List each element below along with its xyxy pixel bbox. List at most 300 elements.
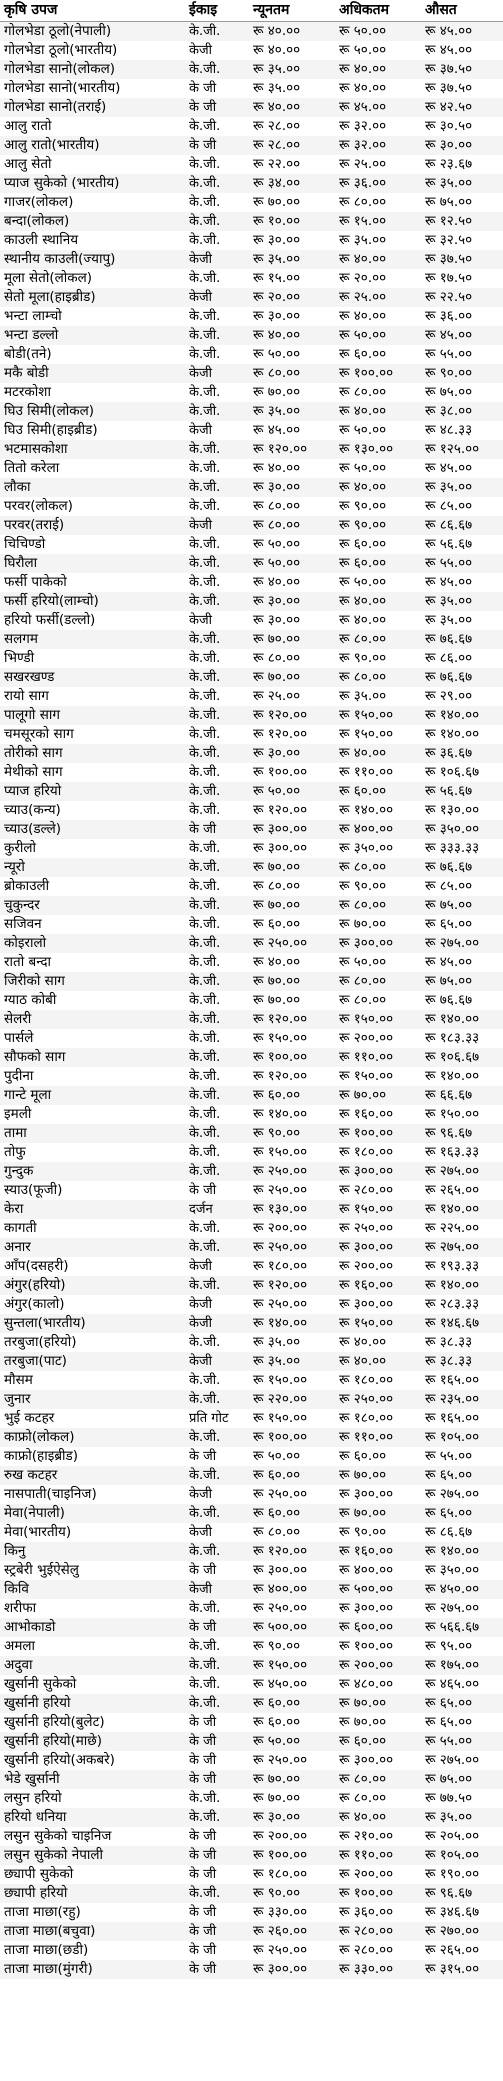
unit-cell: केजी: [185, 1523, 249, 1542]
unit-cell: के जी: [185, 1713, 249, 1732]
unit-cell: केजी: [185, 421, 249, 440]
average-cell: रू ६५.००: [421, 1713, 503, 1732]
unit-cell: के.जी.: [185, 915, 249, 934]
minimum-cell: रू १५.००: [249, 269, 335, 288]
header-row: [0, 0, 503, 22]
average-cell: रू १९३.३३: [421, 1257, 503, 1276]
minimum-cell: रू ६०.००: [249, 915, 335, 934]
unit-cell: के जी: [185, 1865, 249, 1884]
average-cell: रू ४५.००: [421, 953, 503, 972]
commodity-cell: लसुन सुकेको नेपाली: [0, 1846, 185, 1865]
unit-cell: केजी: [185, 288, 249, 307]
commodity-cell: न्यूरो: [0, 858, 185, 877]
average-cell: रू २७५.००: [421, 1599, 503, 1618]
minimum-cell: रू २००.००: [249, 1219, 335, 1238]
unit-cell: केजी: [185, 1257, 249, 1276]
table-row: [0, 155, 503, 174]
unit-cell: केजी: [185, 1352, 249, 1371]
unit-cell: के.जी.: [185, 60, 249, 79]
table-row: [0, 1124, 503, 1143]
commodity-cell: सुन्तला(भारतीय): [0, 1314, 185, 1333]
average-cell: रू ५५.००: [421, 1447, 503, 1466]
unit-cell: के.जी.: [185, 307, 249, 326]
minimum-cell: रू २०.००: [249, 288, 335, 307]
price-table-body: [0, 22, 503, 1980]
commodity-cell: स्थानीय काउली(ज्यापु): [0, 250, 185, 269]
average-cell: रू १०५.००: [421, 1428, 503, 1447]
commodity-cell: गान्टे मूला: [0, 1086, 185, 1105]
minimum-cell: रू ४०.००: [249, 326, 335, 345]
average-cell: रू ४२.५०: [421, 98, 503, 117]
table-row: [0, 953, 503, 972]
average-cell: रू ३७.५०: [421, 60, 503, 79]
average-cell: रू ३८.३३: [421, 1352, 503, 1371]
table-row: [0, 1504, 503, 1523]
commodity-cell: तोफु: [0, 1143, 185, 1162]
table-row: [0, 1295, 503, 1314]
unit-cell: के.जी.: [185, 1371, 249, 1390]
maximum-cell: रू ८०.००: [335, 991, 421, 1010]
maximum-cell: रू २८०.००: [335, 1941, 421, 1960]
commodity-cell: मेथीको साग: [0, 763, 185, 782]
maximum-cell: रू ३००.००: [335, 1238, 421, 1257]
unit-cell: के.जी.: [185, 649, 249, 668]
table-row: [0, 1618, 503, 1637]
commodity-cell: घिरौला: [0, 554, 185, 573]
average-cell: रू २०५.००: [421, 1827, 503, 1846]
average-cell: रू ६५.००: [421, 1694, 503, 1713]
table-row: [0, 60, 503, 79]
header-average: औसत: [421, 0, 503, 22]
unit-cell: के.जी.: [185, 117, 249, 136]
average-cell: रू १९०.००: [421, 1865, 503, 1884]
maximum-cell: रू ६०.००: [335, 1732, 421, 1751]
maximum-cell: रू २००.००: [335, 1257, 421, 1276]
maximum-cell: रू २०.००: [335, 269, 421, 288]
maximum-cell: रू ३५.००: [335, 231, 421, 250]
average-cell: रू ९६.६७: [421, 1884, 503, 1903]
commodity-cell: मेवा(नेपाली): [0, 1504, 185, 1523]
minimum-cell: रू ९०.००: [249, 1884, 335, 1903]
minimum-cell: रू २००.००: [249, 1827, 335, 1846]
table-row: [0, 1428, 503, 1447]
average-cell: रू ८५.००: [421, 877, 503, 896]
table-row: [0, 345, 503, 364]
table-row: [0, 1865, 503, 1884]
minimum-cell: रू २५०.००: [249, 1751, 335, 1770]
commodity-cell: च्याउ(डल्ले): [0, 820, 185, 839]
table-row: [0, 782, 503, 801]
maximum-cell: रू ८०.००: [335, 668, 421, 687]
unit-cell: के.जी.: [185, 1542, 249, 1561]
average-cell: रू ३५.००: [421, 611, 503, 630]
minimum-cell: रू ४५०.००: [249, 1675, 335, 1694]
average-cell: रू ७६.६७: [421, 858, 503, 877]
commodity-cell: अंगुर(कालो): [0, 1295, 185, 1314]
minimum-cell: रू १२०.००: [249, 1010, 335, 1029]
commodity-cell: काफ्रो(लोकल): [0, 1428, 185, 1447]
maximum-cell: रू ८०.००: [335, 383, 421, 402]
maximum-cell: रू ६०.००: [335, 535, 421, 554]
unit-cell: के.जी.: [185, 326, 249, 345]
maximum-cell: रू ८०.००: [335, 896, 421, 915]
table-row: [0, 991, 503, 1010]
commodity-cell: ताजा माछा(बचुवा): [0, 1922, 185, 1941]
maximum-cell: रू ११०.००: [335, 1048, 421, 1067]
average-cell: रू ५५.००: [421, 1732, 503, 1751]
minimum-cell: रू ७०.००: [249, 668, 335, 687]
maximum-cell: रू १५०.००: [335, 1010, 421, 1029]
table-row: [0, 516, 503, 535]
unit-cell: के.जी.: [185, 383, 249, 402]
maximum-cell: रू ८०.००: [335, 630, 421, 649]
average-cell: रू ५६६.६७: [421, 1618, 503, 1637]
maximum-cell: रू १८०.००: [335, 1143, 421, 1162]
table-row: [0, 611, 503, 630]
unit-cell: के.जी.: [185, 174, 249, 193]
minimum-cell: रू १५०.००: [249, 1409, 335, 1428]
table-row: [0, 1314, 503, 1333]
table-row: [0, 630, 503, 649]
minimum-cell: रू १००.००: [249, 1048, 335, 1067]
maximum-cell: रू २५.००: [335, 288, 421, 307]
maximum-cell: रू १८०.००: [335, 1409, 421, 1428]
commodity-cell: सेलरी: [0, 1010, 185, 1029]
header-commodity: कृषि उपज: [0, 0, 185, 22]
average-cell: रू ५६.६७: [421, 535, 503, 554]
minimum-cell: रू ४०.००: [249, 573, 335, 592]
unit-cell: के.जी.: [185, 459, 249, 478]
unit-cell: के.जी.: [185, 687, 249, 706]
average-cell: रू ३७.५०: [421, 79, 503, 98]
minimum-cell: रू ८०.००: [249, 649, 335, 668]
table-row: [0, 1884, 503, 1903]
unit-cell: के.जी.: [185, 1333, 249, 1352]
minimum-cell: रू २६०.००: [249, 1922, 335, 1941]
table-row: [0, 288, 503, 307]
commodity-cell: गोलभेडा सानो(भारतीय): [0, 79, 185, 98]
commodity-cell: च्याउ(कन्य): [0, 801, 185, 820]
minimum-cell: रू २५०.००: [249, 1162, 335, 1181]
maximum-cell: रू ४०.००: [335, 611, 421, 630]
minimum-cell: रू ३५.००: [249, 1333, 335, 1352]
average-cell: रू ३५.००: [421, 478, 503, 497]
maximum-cell: रू ३००.००: [335, 1751, 421, 1770]
average-cell: रू ६५.००: [421, 1504, 503, 1523]
average-cell: रू २७०.००: [421, 1922, 503, 1941]
maximum-cell: रू ४०.००: [335, 592, 421, 611]
table-row: [0, 98, 503, 117]
average-cell: रू ९०.००: [421, 364, 503, 383]
minimum-cell: रू २२.००: [249, 155, 335, 174]
minimum-cell: रू ५०.००: [249, 1447, 335, 1466]
commodity-cell: इमली: [0, 1105, 185, 1124]
average-cell: रू ७५.००: [421, 193, 503, 212]
table-row: [0, 1466, 503, 1485]
commodity-cell: अंगुर(हरियो): [0, 1276, 185, 1295]
minimum-cell: रू १२०.००: [249, 1276, 335, 1295]
table-row: [0, 744, 503, 763]
unit-cell: केजी: [185, 41, 249, 60]
table-row: [0, 231, 503, 250]
table-row: [0, 1960, 503, 1979]
table-row: [0, 1276, 503, 1295]
minimum-cell: रू ८०.००: [249, 364, 335, 383]
commodity-cell: गोलभेडा ठूलो(नेपाली): [0, 22, 185, 42]
minimum-cell: रू ३०.००: [249, 744, 335, 763]
unit-cell: के जी: [185, 136, 249, 155]
average-cell: रू ४६५.००: [421, 1675, 503, 1694]
commodity-cell: मेवा(भारतीय): [0, 1523, 185, 1542]
average-cell: रू २७५.००: [421, 934, 503, 953]
unit-cell: के.जी.: [185, 1162, 249, 1181]
unit-cell: के जी: [185, 1960, 249, 1979]
commodity-cell: छ्यापी हरियो: [0, 1884, 185, 1903]
maximum-cell: रू ८०.००: [335, 193, 421, 212]
maximum-cell: रू १६०.००: [335, 1542, 421, 1561]
maximum-cell: रू ८०.००: [335, 858, 421, 877]
table-row: [0, 877, 503, 896]
commodity-cell: खुर्सानी सुकेको: [0, 1675, 185, 1694]
unit-cell: के.जी.: [185, 1466, 249, 1485]
maximum-cell: रू ४०.००: [335, 60, 421, 79]
table-row: [0, 1694, 503, 1713]
minimum-cell: रू ३०.००: [249, 1808, 335, 1827]
commodity-cell: सलगम: [0, 630, 185, 649]
average-cell: रू २२.५०: [421, 288, 503, 307]
average-cell: रू २६५.००: [421, 1181, 503, 1200]
commodity-cell: सौफको साग: [0, 1048, 185, 1067]
maximum-cell: रू ३२.००: [335, 117, 421, 136]
table-row: [0, 326, 503, 345]
table-row: [0, 858, 503, 877]
average-cell: रू १३०.००: [421, 801, 503, 820]
table-row: [0, 592, 503, 611]
average-cell: रू ३८.००: [421, 402, 503, 421]
maximum-cell: रू १६०.००: [335, 1105, 421, 1124]
average-cell: रू २८३.३३: [421, 1295, 503, 1314]
maximum-cell: रू २००.००: [335, 1656, 421, 1675]
average-cell: रू २६५.००: [421, 1941, 503, 1960]
maximum-cell: रू ५०.००: [335, 459, 421, 478]
minimum-cell: रू ३५.००: [249, 79, 335, 98]
unit-cell: केजी: [185, 611, 249, 630]
commodity-cell: अनार: [0, 1238, 185, 1257]
unit-cell: के.जी.: [185, 592, 249, 611]
table-row: [0, 1010, 503, 1029]
table-row: [0, 1067, 503, 1086]
commodity-cell: आलु रातो: [0, 117, 185, 136]
maximum-cell: रू ४०.००: [335, 79, 421, 98]
unit-cell: के जी: [185, 79, 249, 98]
maximum-cell: रू ५०.००: [335, 326, 421, 345]
unit-cell: के.जी.: [185, 1010, 249, 1029]
commodity-cell: सजिवन: [0, 915, 185, 934]
unit-cell: के.जी.: [185, 1276, 249, 1295]
table-row: [0, 1637, 503, 1656]
minimum-cell: रू १००.००: [249, 1846, 335, 1865]
commodity-cell: परवर(तराई): [0, 516, 185, 535]
maximum-cell: रू ९०.००: [335, 497, 421, 516]
maximum-cell: रू ३२.००: [335, 136, 421, 155]
average-cell: रू ३२.५०: [421, 231, 503, 250]
minimum-cell: रू ४५.००: [249, 421, 335, 440]
average-cell: रू ४८.३३: [421, 421, 503, 440]
average-cell: रू १५०.००: [421, 1105, 503, 1124]
commodity-cell: मूला सेतो(लोकल): [0, 269, 185, 288]
unit-cell: के.जी.: [185, 1504, 249, 1523]
minimum-cell: रू ७०.००: [249, 1789, 335, 1808]
minimum-cell: रू २८.००: [249, 136, 335, 155]
average-cell: रू १४०.००: [421, 706, 503, 725]
commodity-cell: तोरीको साग: [0, 744, 185, 763]
header-unit: ईकाइ: [185, 0, 249, 22]
unit-cell: के.जी.: [185, 801, 249, 820]
maximum-cell: रू ६०.००: [335, 345, 421, 364]
table-row: [0, 1162, 503, 1181]
maximum-cell: रू ९०.००: [335, 1523, 421, 1542]
commodity-cell: हरियो फर्सी(डल्लो): [0, 611, 185, 630]
table-row: [0, 1713, 503, 1732]
commodity-cell: केरा: [0, 1200, 185, 1219]
maximum-cell: रू ७०.००: [335, 1713, 421, 1732]
maximum-cell: रू १३०.००: [335, 440, 421, 459]
minimum-cell: रू २५.००: [249, 687, 335, 706]
maximum-cell: रू ३६०.००: [335, 1903, 421, 1922]
unit-cell: के.जी.: [185, 706, 249, 725]
table-row: [0, 972, 503, 991]
average-cell: रू ६५.००: [421, 915, 503, 934]
average-cell: रू २२५.००: [421, 1219, 503, 1238]
commodity-cell: भन्टा लाम्चो: [0, 307, 185, 326]
unit-cell: के जी: [185, 1447, 249, 1466]
table-row: [0, 1808, 503, 1827]
table-row: [0, 402, 503, 421]
maximum-cell: रू ८०.००: [335, 1789, 421, 1808]
maximum-cell: रू १००.००: [335, 364, 421, 383]
minimum-cell: रू ३४.००: [249, 174, 335, 193]
maximum-cell: रू २००.००: [335, 1029, 421, 1048]
minimum-cell: रू २५०.००: [249, 1599, 335, 1618]
commodity-cell: खुर्सानी हरियो: [0, 1694, 185, 1713]
unit-cell: के जी: [185, 1751, 249, 1770]
minimum-cell: रू २५०.००: [249, 1941, 335, 1960]
unit-cell: के.जी.: [185, 763, 249, 782]
commodity-cell: जिरीको साग: [0, 972, 185, 991]
average-cell: रू ७६.६७: [421, 668, 503, 687]
average-cell: रू २७५.००: [421, 1162, 503, 1181]
table-row: [0, 1257, 503, 1276]
commodity-cell: किवि: [0, 1580, 185, 1599]
minimum-cell: रू ४०.००: [249, 459, 335, 478]
table-row: [0, 1409, 503, 1428]
maximum-cell: रू ११०.००: [335, 763, 421, 782]
table-row: [0, 193, 503, 212]
unit-cell: के.जी.: [185, 440, 249, 459]
unit-cell: के जी: [185, 820, 249, 839]
maximum-cell: रू २००.००: [335, 1865, 421, 1884]
minimum-cell: रू ३००.००: [249, 839, 335, 858]
minimum-cell: रू ३५.००: [249, 1352, 335, 1371]
table-row: [0, 1542, 503, 1561]
table-row: [0, 1333, 503, 1352]
commodity-cell: सेतो मूला(हाइब्रीड): [0, 288, 185, 307]
unit-cell: के.जी.: [185, 1637, 249, 1656]
average-cell: रू १४०.००: [421, 1067, 503, 1086]
commodity-cell: पुदीना: [0, 1067, 185, 1086]
table-row: [0, 763, 503, 782]
unit-cell: केजी: [185, 364, 249, 383]
average-cell: रू १७५.००: [421, 1656, 503, 1675]
average-cell: रू ४५.००: [421, 41, 503, 60]
maximum-cell: रू ४०.००: [335, 307, 421, 326]
minimum-cell: रू ३००.००: [249, 820, 335, 839]
unit-cell: के.जी.: [185, 554, 249, 573]
unit-cell: के.जी.: [185, 22, 249, 42]
average-cell: रू ७५.००: [421, 972, 503, 991]
minimum-cell: रू ३०.००: [249, 592, 335, 611]
table-row: [0, 934, 503, 953]
unit-cell: के.जी.: [185, 345, 249, 364]
average-cell: रू १४०.००: [421, 725, 503, 744]
unit-cell: के जी: [185, 1922, 249, 1941]
table-row: [0, 839, 503, 858]
unit-cell: के.जी.: [185, 972, 249, 991]
minimum-cell: रू ७०.००: [249, 630, 335, 649]
table-row: [0, 22, 503, 42]
commodity-cell: जुनार: [0, 1390, 185, 1409]
maximum-cell: रू १५०.००: [335, 1067, 421, 1086]
unit-cell: के.जी.: [185, 839, 249, 858]
table-row: [0, 1580, 503, 1599]
average-cell: रू १४०.००: [421, 1276, 503, 1295]
commodity-cell: ब्रोकाउली: [0, 877, 185, 896]
maximum-cell: रू ११०.००: [335, 1428, 421, 1447]
average-cell: रू ४५०.००: [421, 1580, 503, 1599]
commodity-cell: लौका: [0, 478, 185, 497]
maximum-cell: रू ३६.००: [335, 174, 421, 193]
unit-cell: के.जी.: [185, 212, 249, 231]
commodity-cell: छ्यापी सुकेको: [0, 1865, 185, 1884]
minimum-cell: रू १५०.००: [249, 1656, 335, 1675]
commodity-cell: गोलभेडा सानो(लोकल): [0, 60, 185, 79]
maximum-cell: रू २८०.००: [335, 1922, 421, 1941]
minimum-cell: रू १५०.००: [249, 1029, 335, 1048]
average-cell: रू ६५.००: [421, 1466, 503, 1485]
commodity-cell: कागती: [0, 1219, 185, 1238]
average-cell: रू ७५.००: [421, 1770, 503, 1789]
maximum-cell: रू ८०.००: [335, 1770, 421, 1789]
maximum-cell: रू ४०.००: [335, 744, 421, 763]
maximum-cell: रू ३००.००: [335, 1162, 421, 1181]
table-row: [0, 687, 503, 706]
table-row: [0, 136, 503, 155]
average-cell: रू ३०.००: [421, 136, 503, 155]
average-cell: रू ३०.५०: [421, 117, 503, 136]
commodity-cell: काफ्रो(हाइब्रीड): [0, 1447, 185, 1466]
maximum-cell: रू ७०.००: [335, 915, 421, 934]
maximum-cell: रू ९०.००: [335, 877, 421, 896]
minimum-cell: रू २५०.००: [249, 1238, 335, 1257]
minimum-cell: रू ३०.००: [249, 231, 335, 250]
unit-cell: के.जी.: [185, 858, 249, 877]
commodity-cell: बोडी(तने): [0, 345, 185, 364]
table-row: [0, 1029, 503, 1048]
average-cell: रू १४०.००: [421, 1200, 503, 1219]
table-row: [0, 478, 503, 497]
commodity-cell: कोइरालो: [0, 934, 185, 953]
table-row: [0, 1599, 503, 1618]
